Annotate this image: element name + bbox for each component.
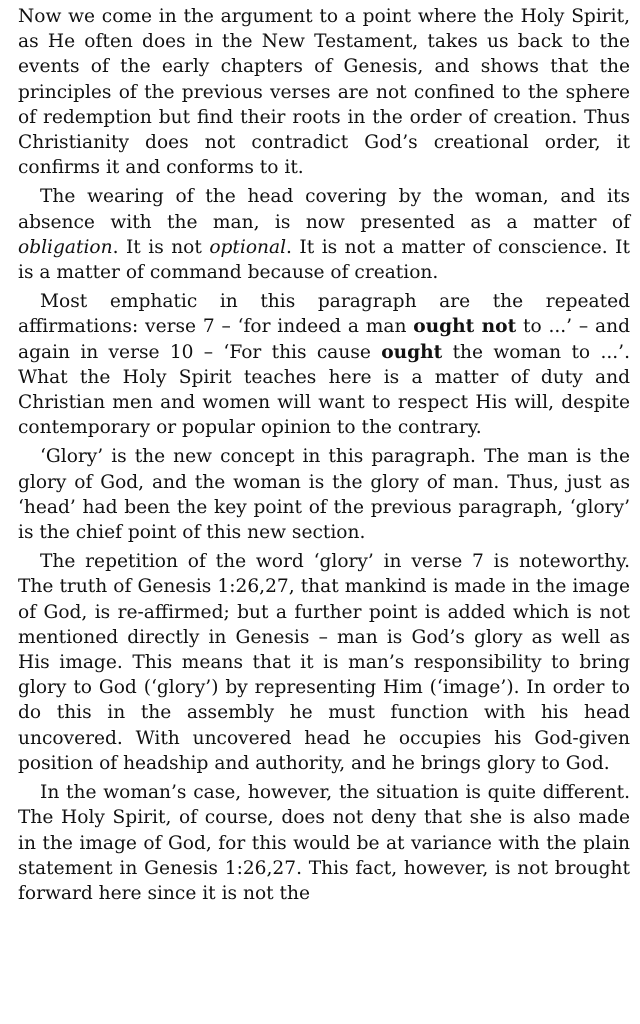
p3-bold-ought-not: ought not (413, 316, 517, 338)
p1-run-0: Now we come in the argument to a point where the Holy Spirit, as He often does in the New Testament, takes us back to the events of the early chapters of Genesis, and shows that the principles of the previous verses are not confined to the sphere of redemption but find their roots in the order of creation. Thus Christianity does not contradict God’s creational order, it confirms it and conforms to it. (18, 6, 630, 179)
paragraph-2 (18, 184, 630, 285)
p2-emphasis-obligation: obligation (18, 236, 113, 258)
p2-run-4: . It is not a matter of conscience. It is a matter of command because of creation. (18, 236, 631, 284)
p4-run-0: ‘Glory’ is the new concept in this paragraph. The man is the glory of God, and the woman is the glory of man. Thus, just as ‘head’ had been the key point of the previous paragraph, ‘glory’ is the chief point of this new section. (18, 446, 630, 544)
p5-run-0: The repetition of the word ‘glory’ in verse 7 is noteworthy. The truth of Genesis 1:26,27, that mankind is made in the image of God, is re-affirmed; but a further point is added which is not mentioned directly in Genesis – man is God’s glory as well as His image. This means that it is man’s responsibility to bring glory to God (‘glory’) by representing Him (‘image’). In order to do this in the assembly he must function with his head uncovered. With uncovered head he occupies his God-given position of headship and authority, and he brings glory to God. (18, 551, 630, 774)
paragraph-6 (18, 780, 630, 906)
paragraph-1 (18, 4, 630, 180)
p3-bold-ought: ought (381, 341, 443, 363)
p2-emphasis-optional: optional (209, 236, 287, 258)
p3-run-4: the woman to ...’. What the Holy Spirit teaches here is a matter of duty and Christian men and women will want to respect His will, despite contemporary or popular opinion to the contrary. (18, 341, 630, 439)
paragraph-4 (18, 444, 630, 545)
p3-run-0: Most emphatic in this paragraph are the repeated affirmations: verse 7 – ‘for indeed a man (18, 291, 630, 338)
paragraph-5 (18, 549, 630, 776)
p2-run-0: The wearing of the head covering by the woman, and its absence with the man, is now presented as a matter of (18, 186, 630, 233)
paragraph-3 (18, 289, 630, 440)
p6-run-0: In the woman’s case, however, the situation is quite different. The Holy Spirit, of course, does not deny that she is also made in the image of God, for this would be at variance with the plain statement in Genesis 1:26,27. This fact, however, is not brought forward here since it is not the (18, 782, 630, 904)
p2-run-2: . It is not (112, 236, 210, 258)
document-page (18, 4, 630, 910)
p3-run-2: to ...’ – and again in verse 10 – ‘For this cause (18, 316, 630, 363)
